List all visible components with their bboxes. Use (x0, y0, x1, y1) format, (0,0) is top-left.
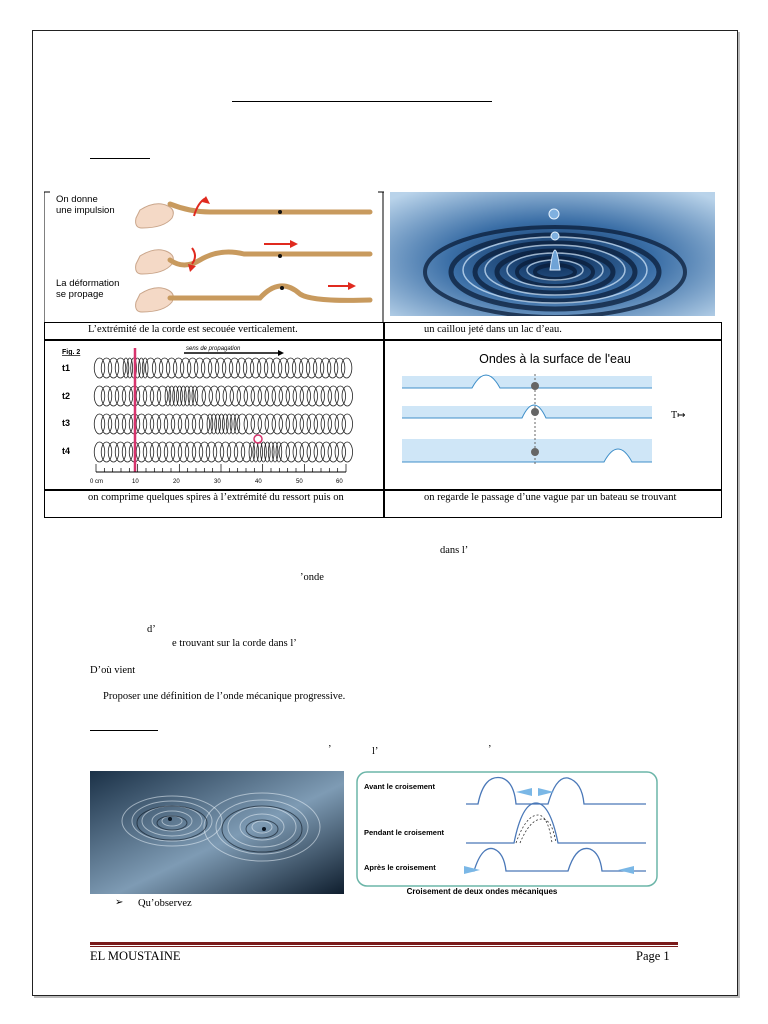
definition-prompt: Proposer une définition de l’onde mécanique progressive. (103, 691, 346, 702)
surface-side-mark: T↦ (671, 410, 686, 421)
question-text: Qu’observez (138, 898, 192, 909)
section2-underline (90, 730, 158, 731)
time-label-1: t1 (62, 363, 71, 373)
caption-boat: on regarde le passage d’une vague par un bateau se trouvant (424, 492, 677, 503)
crossing-during-label: Pendant le croisement (364, 828, 445, 837)
rope-label-2a: La déformation (56, 278, 120, 289)
arrow-bullet-icon: ➢ (115, 897, 124, 908)
spring-coil (342, 386, 353, 406)
text-fragment-1: dans l’ (440, 545, 469, 556)
crossing-caption: Croisement de deux ondes mécaniques (406, 887, 558, 896)
text-fragment-7a: ’ (328, 744, 332, 755)
footer-rule-thin (90, 946, 678, 947)
time-label-4: t4 (62, 446, 71, 456)
tick-label-60: 60 (336, 479, 343, 485)
time-label-3: t3 (62, 418, 71, 428)
spring-fig-label: Fig. 2 (62, 349, 81, 356)
text-fragment-7b: l’ (372, 746, 379, 757)
tick-label-50: 50 (296, 479, 303, 485)
rope-label-1b: une impulsion (56, 205, 115, 216)
spring-coil (342, 414, 353, 434)
spring-coil (342, 442, 353, 462)
caption-spring: on comprime quelques spires à l’extrémité du ressort puis on (88, 492, 344, 503)
crossing-after-label: Après le croisement (364, 863, 436, 872)
text-fragment-5: D’où vient (90, 665, 136, 676)
title-underline (232, 101, 492, 102)
caption-rope: L’extrémité de la corde est secouée verticalement. (88, 324, 298, 335)
surface-title: Ondes à la surface de l'eau (479, 352, 631, 366)
wave-crossing-figure (356, 771, 658, 897)
tick-label-10: 10 (132, 479, 139, 485)
text-fragment-7c: ’ (488, 744, 492, 755)
water-drop-photo (390, 192, 715, 316)
tick-label-40: 40 (255, 479, 262, 485)
section-underline (90, 158, 150, 159)
spring-coil (341, 358, 352, 378)
rope-figure (44, 190, 384, 322)
caption-water: un caillou jeté dans un lac d’eau. (424, 324, 562, 335)
time-label-2: t2 (62, 391, 71, 401)
surface-wave-figure (392, 344, 718, 486)
spring-figure (56, 344, 376, 486)
spring-direction-label: sens de propagation (186, 346, 241, 352)
text-fragment-4: e trouvant sur la corde dans l’ (172, 638, 297, 649)
tick-label-0: 0 cm (90, 479, 104, 485)
tick-label-30: 30 (214, 479, 221, 485)
footer-rule (90, 942, 678, 945)
rope-label-2b: se propage (56, 289, 104, 300)
footer-author: EL MOUSTAINE (90, 949, 181, 963)
tick-label-20: 20 (173, 479, 180, 485)
text-fragment-3: d’ (147, 624, 156, 635)
crossing-before-label: Avant le croisement (364, 782, 435, 791)
rope-label-1a: On donne (56, 194, 98, 205)
footer-page: Page 1 (636, 949, 670, 963)
interfering-ripples-photo (90, 771, 344, 894)
text-fragment-2: ’onde (300, 572, 324, 583)
